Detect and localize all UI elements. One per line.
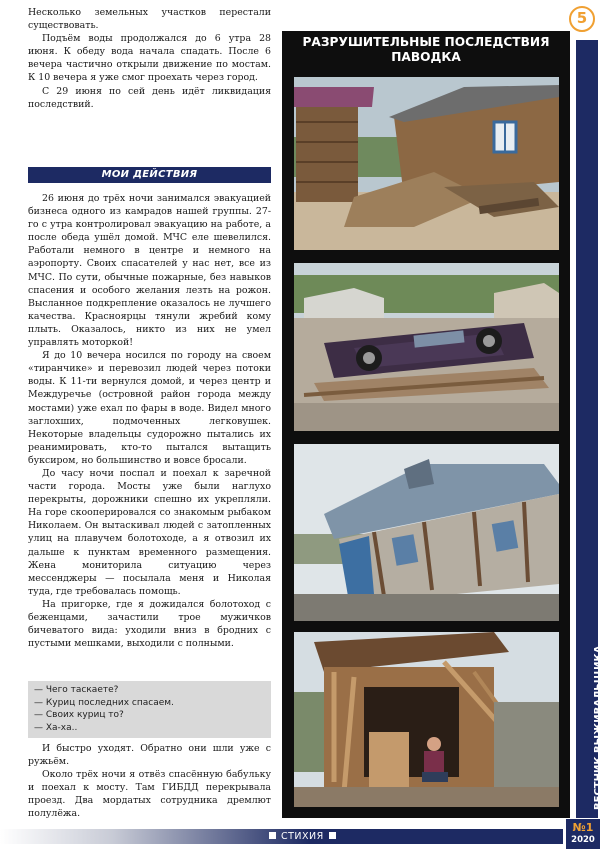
issue-badge bbox=[566, 819, 600, 849]
paragraph: На пригорке, где я дожидался болотоход с беженцами, зачастили трое мужичков бичеватого вида: уходили вниз в бродних с пустыми мешками, выходили с полными. bbox=[28, 598, 271, 650]
photo-panel bbox=[282, 31, 570, 818]
page-number: 5 bbox=[569, 6, 595, 32]
paragraph: И быстро уходят. Обратно они шли уже с ружьём. bbox=[28, 743, 271, 768]
footer-rubric bbox=[264, 829, 341, 844]
photo-panel-title-line: РАЗРУШИТЕЛЬНЫЕ ПОСЛЕДСТВИЯ bbox=[302, 35, 550, 49]
paragraph: Я до 10 вечера носился по городу на своем «тиранчике» и перевозил людей через потоки воды. К 11-ти вернулся домой, и через центр и Междуречье (островной район города между мостами) уже ехал по фары в воде. Видел много заглохших, подмоченных легковушек. Некоторые владельцы судорожно пытались их реанимировать, кто-то пытался вытащить буксиром, но большинство и вовсе бросали. bbox=[28, 350, 271, 466]
closing-text bbox=[28, 742, 271, 821]
paragraph: С 29 июня по сей день идёт ликвидация последствий. bbox=[28, 85, 271, 110]
photo-tilted-house bbox=[294, 444, 559, 621]
footer-rubric-text: СТИХИЯ bbox=[281, 831, 324, 842]
photo-panel-title bbox=[282, 35, 570, 65]
section-heading: МОИ ДЕЙСТВИЯ bbox=[28, 167, 271, 183]
dialog-line: — Чего таскаете? bbox=[34, 685, 119, 695]
square-bullet-icon bbox=[269, 832, 276, 839]
side-label-wrap bbox=[576, 640, 604, 810]
square-bullet-icon bbox=[329, 832, 336, 839]
photo-overturned-car-image bbox=[294, 263, 559, 431]
paragraph: Несколько земельных участков перестали существовать. bbox=[28, 7, 271, 32]
photo-tilted-house-image bbox=[294, 444, 559, 621]
issue-year: 2020 bbox=[571, 835, 595, 845]
photo-destroyed-shed-image bbox=[294, 632, 559, 807]
magazine-title-vertical: ВЕСТНИК ВЫЖИВАЛЬЩИКА bbox=[593, 645, 604, 810]
intro-text bbox=[28, 6, 271, 111]
article-text bbox=[28, 192, 271, 650]
paragraph: До часу ночи поспал и поехал к заречной части города. Мосты уже были наглухо перекрыты, дорожники спешно их укрепляли. На горе скооперировался со знакомым рыбаком Николаем. Он вытаскивал людей с затопленных улиц на плавучем болотоходе, а я отвозил их дальше к пунктам временного размещения. Жена мониторила ситуацию через мессенджеры — посылала меня и Николая туда, где требовалась помощь. bbox=[28, 467, 271, 597]
paragraph: Около трёх ночи я отвёз спасённую бабульку и поехал к мосту. Там ГИБДД перекрывала проезд. Два мордатых сотрудника дремлют полулёжа. bbox=[28, 769, 271, 820]
paragraph: 26 июня до трёх ночи занимался эвакуацией бизнеса одного из камрадов нашей группы. 27-го с утра контролировал эвакуацию на работе, а после обеда ушёл домой. МЧС еле шевелился. Работали немного в центре и немного на аэропорту. Своих спасателей у нас нет, все из МЧС. По сути, обычные пожарные, без навыков спасения и особого желания лезть на рожон. Высланное подкрепление оказалось не лучшего качества. Красноярцы тянули жребий кому плыть. Оказалось, никто из них не умел управлять моторкой! bbox=[28, 193, 271, 349]
photo-collapsed-houses-image bbox=[294, 77, 559, 250]
paragraph: Подъём воды продолжался до 6 утра 28 июня. К обеду вода начала спадать. После 6 вечера частично открыли движение по мостам. К 10 вечера я уже смог проехать через город. bbox=[28, 33, 271, 84]
photo-destroyed-shed bbox=[294, 632, 559, 807]
photo-panel-title-line: ПАВОДКА bbox=[391, 50, 461, 64]
issue-number: №1 bbox=[572, 821, 594, 834]
dialog-box bbox=[28, 681, 271, 738]
dialog-line: — Ха-ха.. bbox=[34, 722, 78, 733]
dialog-line: — Своих куриц то? bbox=[34, 710, 124, 720]
dialog-line: — Куриц последних спасаем. bbox=[34, 697, 174, 708]
photo-overturned-car bbox=[294, 263, 559, 431]
photo-collapsed-houses bbox=[294, 77, 559, 250]
